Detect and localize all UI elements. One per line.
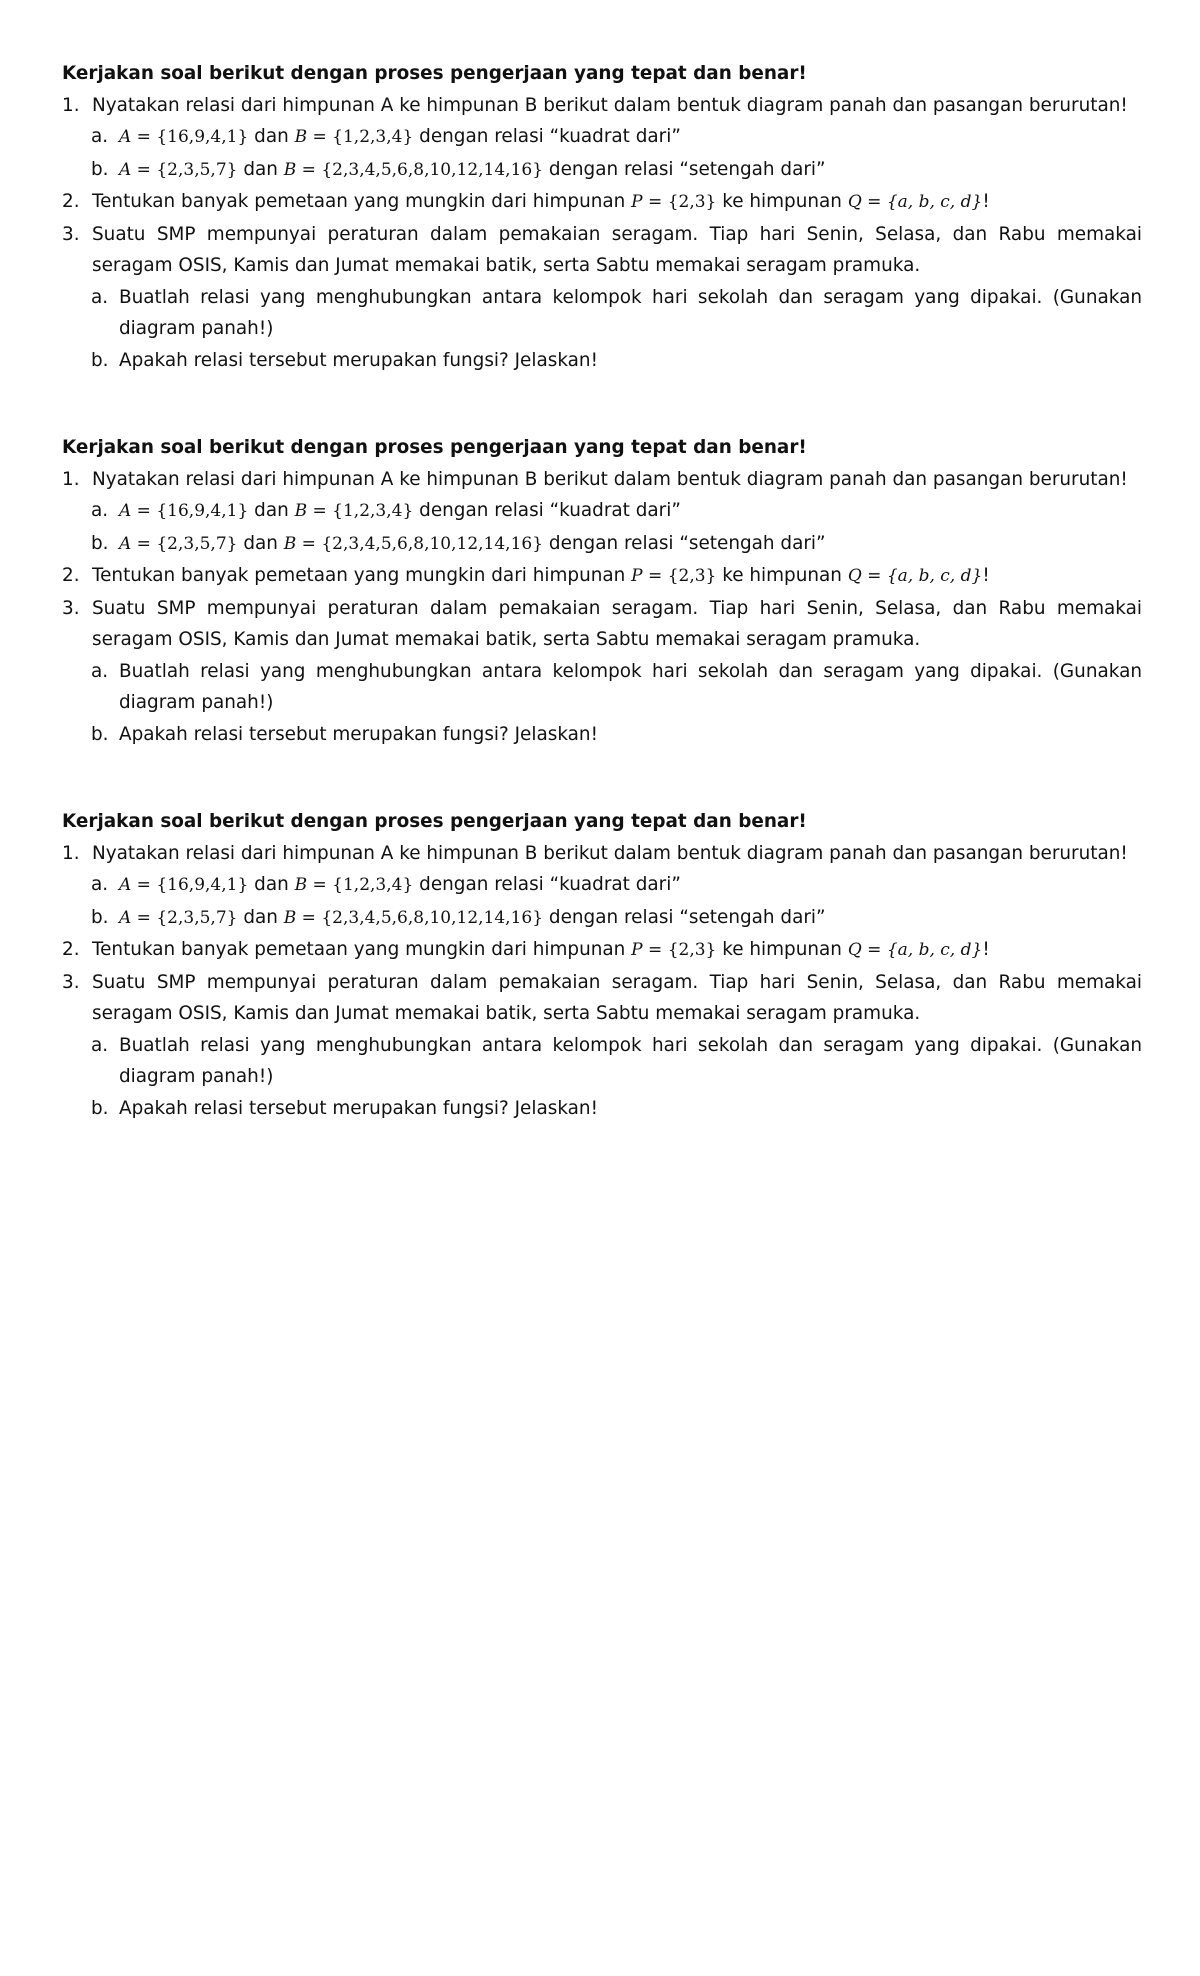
question-3a (62, 1030, 1142, 1093)
question-block-1 (62, 58, 1142, 376)
math-expression: Q = {a, b, c, d} (847, 940, 983, 960)
question-1a (62, 495, 1142, 528)
math-expression: A = {2,3,5,7} (119, 533, 238, 554)
question-text: Nyatakan relasi dari himpunan A ke himpunan B berikut dalam bentuk diagram panah dan pasangan berurutan! (92, 842, 1128, 864)
question-text: Nyatakan relasi dari himpunan A ke himpunan B berikut dalam bentuk diagram panah dan pasangan berurutan! (92, 94, 1128, 116)
sub-text: Buatlah relasi yang menghubungkan antara kelompok hari sekolah dan seragam yang dipakai. (Gunakan diagram panah!) (119, 1034, 1142, 1087)
math-expression: B = {2,3,4,5,6,8,10,12,14,16} (283, 533, 544, 554)
question-number: 2. (62, 191, 80, 212)
sub-letter: b. (91, 349, 109, 371)
sub-text: Apakah relasi tersebut merupakan fungsi? Jelaskan! (119, 723, 598, 745)
math-expression: Q = {a, b, c, d} (847, 566, 983, 586)
question-3b (62, 345, 1142, 377)
instruction-heading: Kerjakan soal berikut dengan proses pengerjaan yang tepat dan benar! (62, 437, 807, 458)
math-expression: B = {2,3,4,5,6,8,10,12,14,16} (283, 907, 544, 928)
question-2 (62, 560, 1142, 593)
sub-letter: b. (91, 723, 109, 745)
question-number: 2. (62, 939, 80, 960)
question-1 (62, 90, 1142, 122)
question-number: 2. (62, 565, 80, 586)
math-expression: B = {1,2,3,4} (294, 127, 414, 147)
math-expression: P = {2,3} (631, 566, 717, 586)
question-text: Tentukan banyak pemetaan yang mungkin dari himpunan P = {2,3} ke himpunan Q = {a, b, c, d}! (92, 939, 990, 960)
sub-letter: b. (91, 906, 109, 928)
question-text: Suatu SMP mempunyai peraturan dalam pemakaian seragam. Tiap hari Senin, Selasa, dan Rabu memakai seragam OSIS, Kamis dan Jumat memakai batik, serta Sabtu memakai seragam pramuka. (92, 597, 1142, 650)
question-1b (62, 528, 1142, 561)
question-number: 1. (62, 842, 80, 864)
question-3 (62, 219, 1142, 282)
math-expression: Q = {a, b, c, d} (847, 192, 983, 212)
question-text: Suatu SMP mempunyai peraturan dalam pemakaian seragam. Tiap hari Senin, Selasa, dan Rabu memakai seragam OSIS, Kamis dan Jumat memakai batik, serta Sabtu memakai seragam pramuka. (92, 971, 1142, 1024)
math-expression: A = {16,9,4,1} (119, 127, 249, 147)
question-3b (62, 719, 1142, 751)
question-1 (62, 464, 1142, 496)
question-text: Tentukan banyak pemetaan yang mungkin dari himpunan P = {2,3} ke himpunan Q = {a, b, c, d}! (92, 565, 990, 586)
sub-text: Buatlah relasi yang menghubungkan antara kelompok hari sekolah dan seragam yang dipakai. (Gunakan diagram panah!) (119, 286, 1142, 339)
sub-text: Buatlah relasi yang menghubungkan antara kelompok hari sekolah dan seragam yang dipakai. (Gunakan diagram panah!) (119, 660, 1142, 713)
question-text: Suatu SMP mempunyai peraturan dalam pemakaian seragam. Tiap hari Senin, Selasa, dan Rabu memakai seragam OSIS, Kamis dan Jumat memakai batik, serta Sabtu memakai seragam pramuka. (92, 223, 1142, 276)
sub-text: A = {2,3,5,7} dan B = {2,3,4,5,6,8,10,12,14,16} dengan relasi “setengah dari” (119, 158, 826, 180)
math-expression: A = {2,3,5,7} (119, 159, 238, 180)
instruction-heading: Kerjakan soal berikut dengan proses pengerjaan yang tepat dan benar! (62, 811, 807, 832)
question-2 (62, 934, 1142, 967)
question-3 (62, 967, 1142, 1030)
math-expression: B = {2,3,4,5,6,8,10,12,14,16} (283, 159, 544, 180)
question-1b (62, 154, 1142, 187)
question-number: 3. (62, 971, 80, 993)
question-1a (62, 869, 1142, 902)
question-3a (62, 656, 1142, 719)
sub-text: Apakah relasi tersebut merupakan fungsi? Jelaskan! (119, 349, 598, 371)
question-3 (62, 593, 1142, 656)
sub-letter: a. (91, 286, 109, 308)
question-number: 1. (62, 468, 80, 490)
sub-text: A = {2,3,5,7} dan B = {2,3,4,5,6,8,10,12,14,16} dengan relasi “setengah dari” (119, 906, 826, 928)
question-block-2 (62, 432, 1142, 750)
math-expression: B = {1,2,3,4} (294, 875, 414, 895)
question-text: Nyatakan relasi dari himpunan A ke himpunan B berikut dalam bentuk diagram panah dan pasangan berurutan! (92, 468, 1128, 490)
sub-letter: a. (91, 500, 109, 521)
question-number: 1. (62, 94, 80, 116)
math-expression: P = {2,3} (631, 192, 717, 212)
sub-letter: a. (91, 126, 109, 147)
math-expression: A = {16,9,4,1} (119, 501, 249, 521)
sub-text: A = {16,9,4,1} dan B = {1,2,3,4} dengan relasi “kuadrat dari” (119, 500, 681, 521)
sub-letter: b. (91, 158, 109, 180)
sub-text: A = {16,9,4,1} dan B = {1,2,3,4} dengan relasi “kuadrat dari” (119, 126, 681, 147)
document-page (62, 58, 1142, 1180)
math-expression: P = {2,3} (631, 940, 717, 960)
sub-text: A = {2,3,5,7} dan B = {2,3,4,5,6,8,10,12,14,16} dengan relasi “setengah dari” (119, 532, 826, 554)
sub-letter: b. (91, 1097, 109, 1119)
sub-letter: a. (91, 660, 109, 682)
sub-letter: b. (91, 532, 109, 554)
math-expression: A = {2,3,5,7} (119, 907, 238, 928)
sub-text: A = {16,9,4,1} dan B = {1,2,3,4} dengan relasi “kuadrat dari” (119, 874, 681, 895)
question-1b (62, 902, 1142, 935)
question-text: Tentukan banyak pemetaan yang mungkin dari himpunan P = {2,3} ke himpunan Q = {a, b, c, d}! (92, 191, 990, 212)
sub-letter: a. (91, 874, 109, 895)
question-1a (62, 121, 1142, 154)
math-expression: B = {1,2,3,4} (294, 501, 414, 521)
instruction-heading: Kerjakan soal berikut dengan proses pengerjaan yang tepat dan benar! (62, 63, 807, 84)
sub-text: Apakah relasi tersebut merupakan fungsi? Jelaskan! (119, 1097, 598, 1119)
question-1 (62, 838, 1142, 870)
sub-letter: a. (91, 1034, 109, 1056)
question-number: 3. (62, 223, 80, 245)
question-number: 3. (62, 597, 80, 619)
question-3a (62, 282, 1142, 345)
question-block-3 (62, 806, 1142, 1124)
question-3b (62, 1093, 1142, 1125)
question-2 (62, 186, 1142, 219)
math-expression: A = {16,9,4,1} (119, 875, 249, 895)
